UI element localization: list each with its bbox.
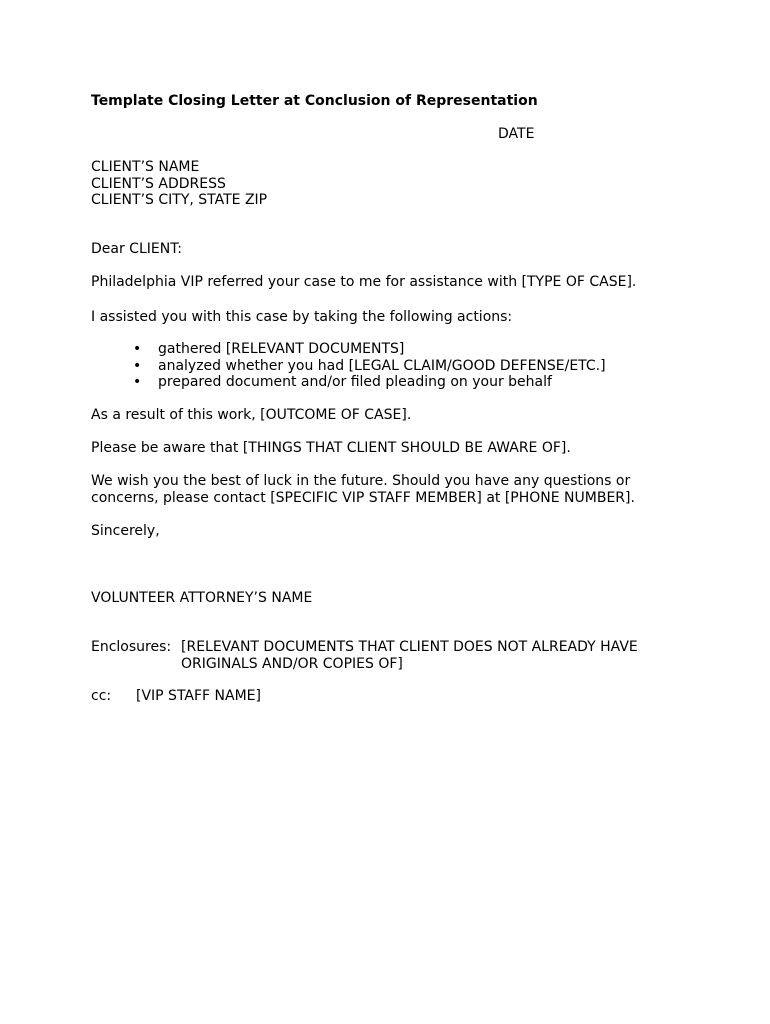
- letter-date: DATE: [498, 126, 535, 142]
- enclosures-line: ORIGINALS AND/OR COPIES OF]: [181, 655, 403, 672]
- cc-label: cc:: [91, 688, 112, 704]
- cc-value: [VIP STAFF NAME]: [136, 688, 261, 704]
- closing: Sincerely,: [91, 523, 160, 539]
- signature-name: VOLUNTEER ATTORNEY’S NAME: [91, 590, 313, 606]
- client-city-state-zip: CLIENT’S CITY, STATE ZIP: [91, 192, 268, 208]
- action-text: analyzed whether you had [LEGAL CLAIM/GOOD DEFENSE/ETC.]: [158, 357, 606, 374]
- letter-title: Template Closing Letter at Conclusion of Representation: [91, 93, 538, 109]
- salutation: Dear CLIENT:: [91, 241, 182, 257]
- actions-list: [91, 341, 606, 391]
- list-item: [91, 341, 606, 358]
- bullet-icon: •: [133, 341, 142, 357]
- enclosures-text: [181, 639, 638, 672]
- action-text: prepared document and/or filed pleading on your behalf: [158, 374, 552, 390]
- bullet-icon: •: [133, 357, 142, 374]
- assist-paragraph: I assisted you with this case by taking the following actions:: [91, 309, 513, 325]
- list-item: [91, 374, 606, 391]
- result-paragraph: As a result of this work, [OUTCOME OF CASE].: [91, 407, 412, 423]
- client-name: CLIENT’S NAME: [91, 159, 200, 175]
- action-text: gathered [RELEVANT DOCUMENTS]: [158, 341, 405, 357]
- wish-paragraph-line: We wish you the best of luck in the future. Should you have any questions or: [91, 473, 631, 489]
- client-address-block: [91, 159, 267, 209]
- enclosures-line: [RELEVANT DOCUMENTS THAT CLIENT DOES NOT ALREADY HAVE: [181, 639, 638, 655]
- list-item: [91, 358, 606, 375]
- aware-paragraph: Please be aware that [THINGS THAT CLIENT SHOULD BE AWARE OF].: [91, 440, 571, 456]
- client-address: CLIENT’S ADDRESS: [91, 175, 226, 192]
- wish-paragraph-line: concerns, please contact [SPECIFIC VIP STAFF MEMBER] at [PHONE NUMBER].: [91, 489, 635, 506]
- bullet-icon: •: [133, 374, 142, 390]
- referral-paragraph: Philadelphia VIP referred your case to me for assistance with [TYPE OF CASE].: [91, 274, 637, 290]
- enclosures-label: Enclosures:: [91, 639, 172, 655]
- wish-paragraph: [91, 473, 635, 506]
